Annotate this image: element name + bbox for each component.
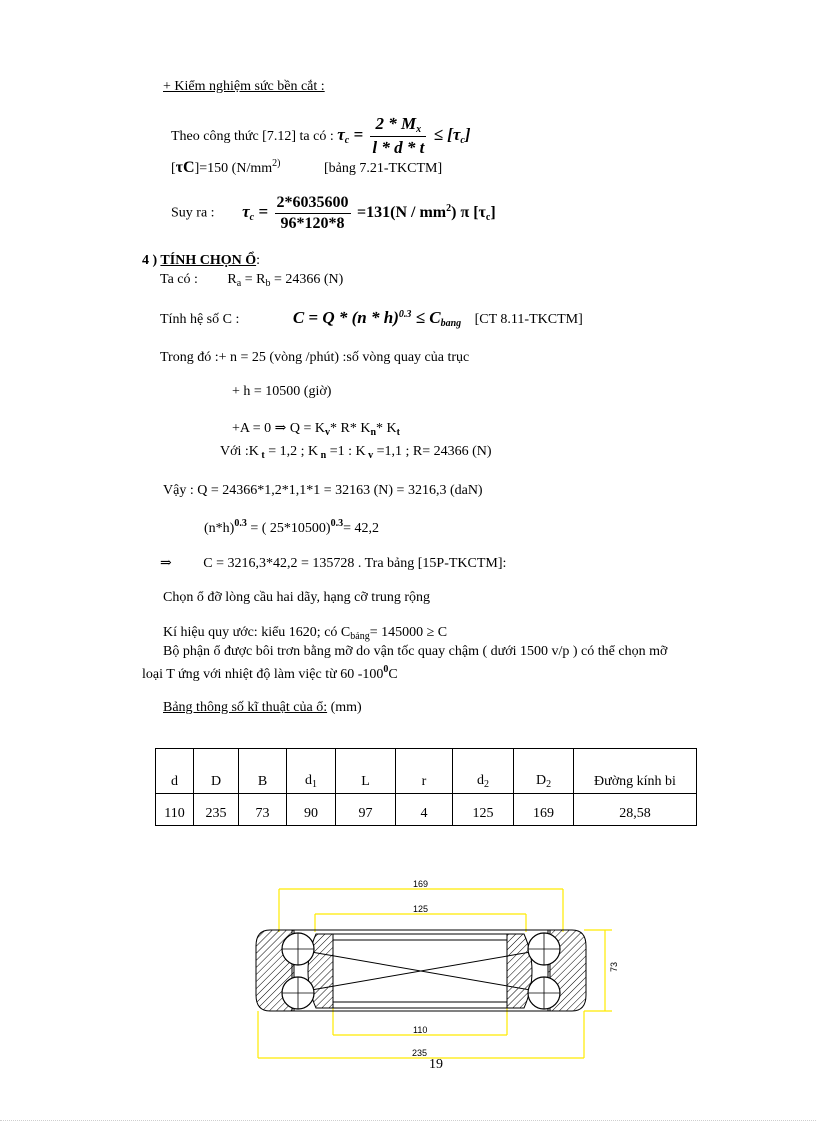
inner-ring — [308, 934, 532, 1008]
cell-D: 235 — [194, 794, 239, 826]
col-L: L — [336, 749, 396, 794]
table-title: Bảng thông số kĩ thuật của ổ: (mm) — [163, 700, 362, 715]
outer-ring — [256, 930, 586, 1011]
col-d1: $d_1$ — [287, 749, 336, 794]
col-D2: $D_2$ — [514, 749, 574, 794]
shear-heading: + Kiểm nghiệm sức bền cắt : — [163, 79, 325, 94]
lubrication-line-1: Bộ phận ổ được bôi trơn bằng mỡ do vận tốc quay chậm ( dưới 1500 v/p ) có thể chọn mỡ — [163, 644, 668, 659]
dim-label-169: 169 — [413, 879, 429, 889]
formula-intro: Theo công thức [7.12] ta có : — [171, 128, 334, 144]
dim-label-235: 235 — [412, 1048, 428, 1058]
lubrication-line-2: loại T ứng với nhiệt độ làm việc từ 60 $-100^0C$ — [142, 664, 398, 682]
cell-ball-diameter: 28,58 — [574, 794, 697, 826]
cell-B: 73 — [239, 794, 287, 826]
shear-formula: $\tau_c$ = $\frac{2 * M_x}{l * d * t}$ ≤ $[\tau_c]$ — [337, 114, 471, 157]
factors-line: Với :K $_t$ = 1,2 ; K $_n$ =1 : K $_v$ =1,1 ; R= 24366 (N) — [220, 444, 492, 461]
nh-line: $(n*h)^{0.3}$ = ( 25*10500)$^{0.3}$= 42,2 — [204, 518, 379, 536]
cell-r: 4 — [396, 794, 453, 826]
allowable-line: [τC]=150 ($N/mm^{2)}$ [bảng 7.21-TKCTM] — [171, 158, 443, 176]
cell-D2: 169 — [514, 794, 574, 826]
cell-d2: 125 — [453, 794, 514, 826]
dimension-lines — [258, 889, 612, 1058]
col-d2: $d_2$ — [453, 749, 514, 794]
page-number: 19 — [429, 1057, 443, 1072]
col-ball-diameter: Đường kính bi — [574, 749, 697, 794]
bearing-heading: 4 ) TÍNH CHỌN Ổ: — [142, 253, 260, 268]
col-d: d — [156, 749, 194, 794]
dim-label-110: 110 — [413, 1025, 428, 1035]
table-row — [156, 794, 697, 826]
shear-result-line: Suy ra : $\tau_c$ = $\frac{2*6035600}{96*120*8}$ $=131(N / mm^2)$ π $[\tau_c]$ — [171, 194, 496, 232]
bearing-spec-table — [155, 748, 697, 826]
page-bottom-divider — [0, 1120, 816, 1121]
choice-line: Chọn ổ đỡ lòng cầu hai dãy, hạng cỡ trung rộng — [163, 590, 431, 605]
q-result-line: Vậy : Q = 24366*1,2*1,1*1 = 32163 (N) = 3216,3 (daN) — [163, 483, 483, 498]
load-eq-line: +A = 0 ⇒ $Q = K_v*$ R* $K_n*$ $K_t$ — [232, 421, 400, 438]
c-result-line: ⇒ C = 3216,3*42,2 = 135728 . Tra bảng [15P-TKCTM]: — [160, 556, 507, 571]
symbol-line: Kí hiệu quy ước: kiểu 1620; có $C_{bảng}= 145000 \ge C$ — [163, 625, 448, 642]
cell-d1: 90 — [287, 794, 336, 826]
col-r: r — [396, 749, 453, 794]
contact-lines — [294, 949, 548, 993]
dim-label-125: 125 — [413, 904, 429, 914]
hours-line: + h = 10500 (giờ) — [232, 384, 332, 399]
coef-line: Tính hệ số C : $C = Q * (n * h)^{0.3} \le C_{bang}$ [CT 8.11-TKCTM] — [160, 308, 583, 329]
shear-formula-line — [171, 114, 471, 158]
cell-d: 110 — [156, 794, 194, 826]
balls — [282, 933, 560, 1009]
table-header-row — [156, 749, 697, 794]
reaction-line: Ta có : $R_a = R_b = 24366$ (N) — [160, 272, 344, 289]
col-D: D — [194, 749, 239, 794]
cell-L: 97 — [336, 794, 396, 826]
col-B: B — [239, 749, 287, 794]
dim-label-73: 73 — [609, 961, 619, 972]
where-line: Trong đó :+ n = 25 (vòng /phút) :số vòng quay của trục — [160, 350, 470, 365]
